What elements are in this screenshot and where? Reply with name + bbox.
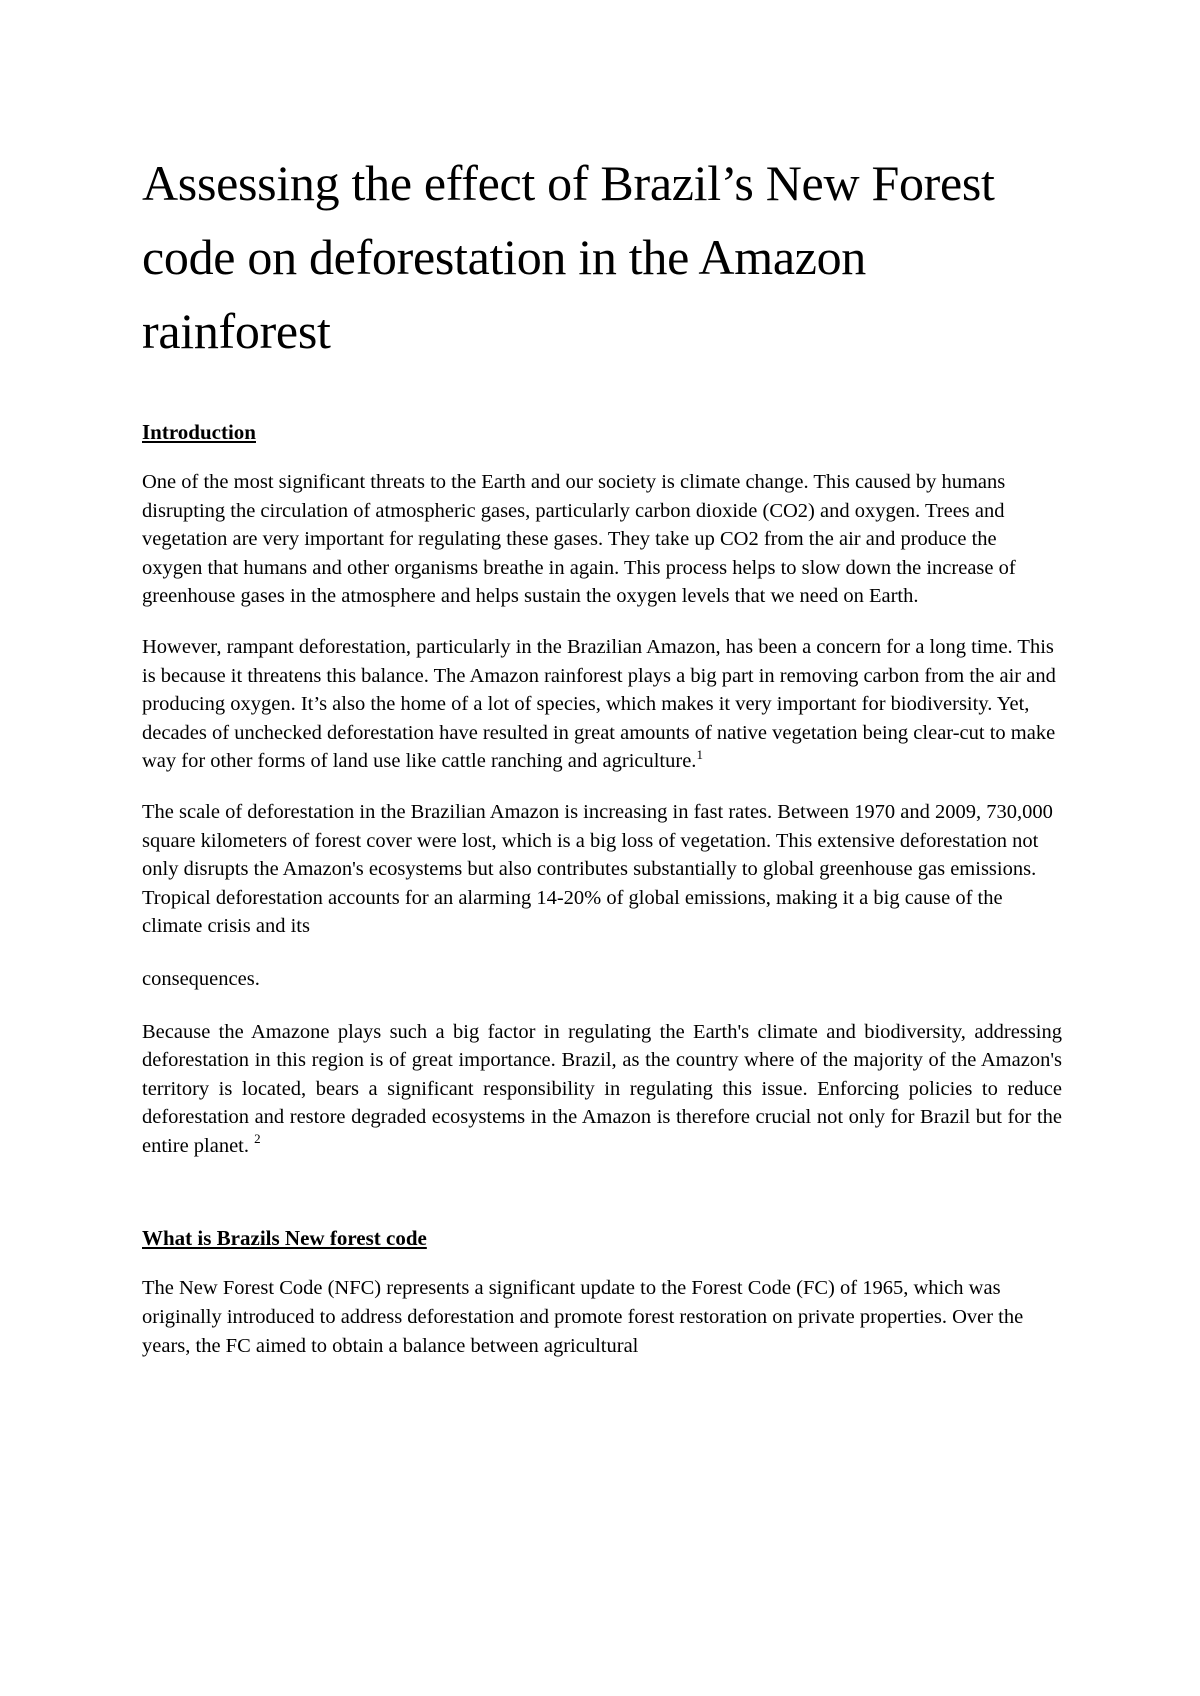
paragraph-2-text: However, rampant deforestation, particularly in the Brazilian Amazon, has been a concern for a long time. This is because it threatens this balance. The Amazon rainforest plays a big part in removing carbon from the air and producing oxygen. It’s also the home of a lot of species, which makes it very important for biodiversity. Yet, decades of unchecked deforestation have resulted in great amounts of native vegetation being clear-cut to make way for other forms of land use like cattle ranching and agriculture. (142, 635, 1056, 773)
document-title: Assessing the effect of Brazil’s New Forest code on deforestation in the Amazon rainforest (142, 155, 995, 359)
footnote-ref-2: 2 (254, 1131, 261, 1147)
document-page (142, 146, 1062, 1360)
paragraph-2 (142, 633, 1062, 776)
paragraph-5: The New Forest Code (NFC) represents a significant update to the Forest Code (FC) of 1965, which was originally introduced to address deforestation and promote forest restoration on private properties. Over the years, the FC aimed to obtain a balance between agricultural (142, 1277, 1024, 1357)
section-heading-new-forest-code: What is Brazils New forest code (142, 1226, 427, 1251)
paragraph-3-continuation: consequences. (142, 967, 260, 990)
paragraph-1: One of the most significant threats to the Earth and our society is climate change. This caused by humans disrupting the circulation of atmospheric gases, particularly carbon dioxide (CO2) and oxygen. Trees and vegetation are very important for regulating these gases. They take up CO2 from the air and produce the oxygen that humans and other organisms breathe in again. This process helps to slow down the increase of greenhouse gases in the atmosphere and helps sustain the oxygen levels that we need on Earth. (142, 471, 1016, 608)
section-heading-introduction: Introduction (142, 420, 256, 444)
paragraph-4-text: Because the Amazone plays such a big factor in regulating the Earth's climate and biodiversity, addressing deforestation in this region is of great importance. Brazil, as the country where of the majority of the Amazon's territory is located, bears a significant responsibility in regulating this issue. Enforcing policies to reduce deforestation and restore degraded ecosystems in the Amazon is therefore crucial not only for Brazil but for the entire planet. (142, 1020, 1062, 1157)
footnote-ref-1: 1 (696, 746, 703, 762)
paragraph-4 (142, 1018, 1062, 1161)
paragraph-3: The scale of deforestation in the Brazilian Amazon is increasing in fast rates. Between 1970 and 2009, 730,000 square kilometers of forest cover were lost, which is a big loss of vegetation. This extensive deforestation not only disrupts the Amazon's ecosystems but also contributes substantially to global greenhouse gas emissions. Tropical deforestation accounts for an alarming 14-20% of global emissions, making it a big cause of the climate crisis and its (142, 800, 1053, 938)
